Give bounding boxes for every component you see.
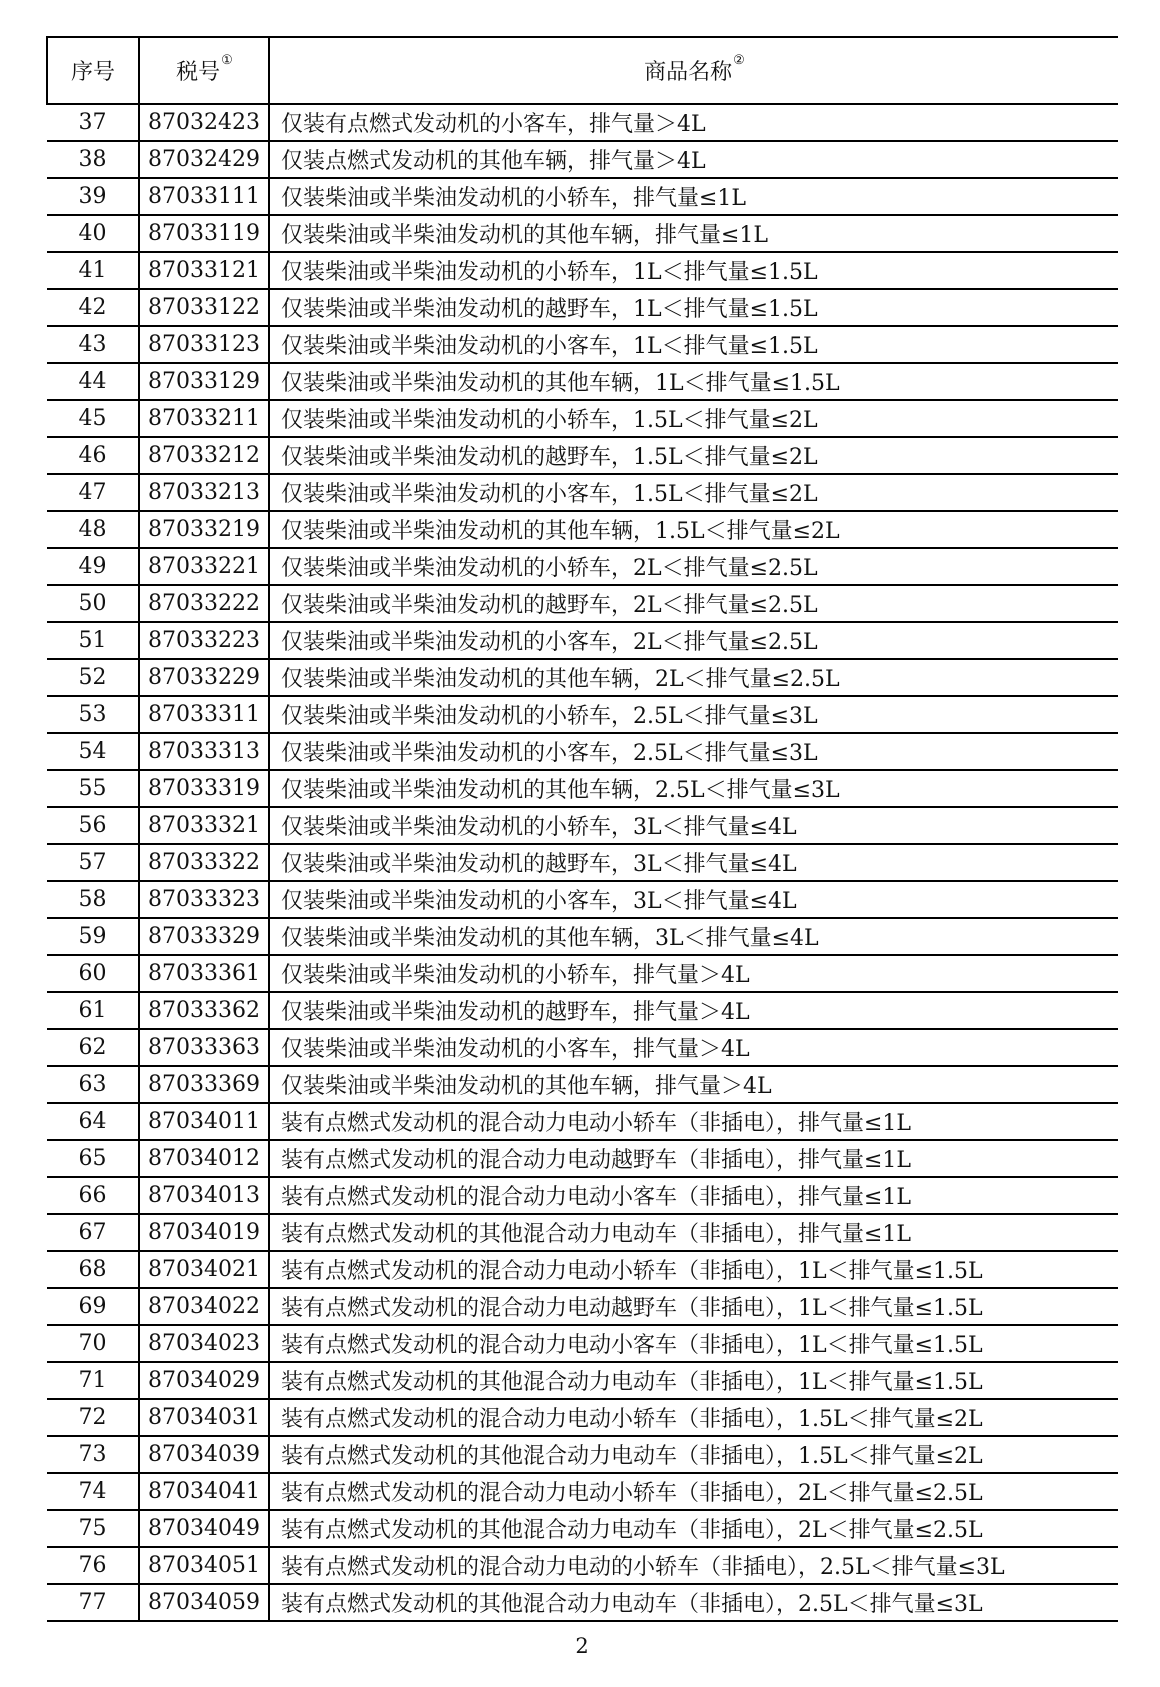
cell-product-name: 仅装柴油或半柴油发动机的其他车辆，排气量≤1L xyxy=(269,215,1118,252)
cell-tax-code: 87033129 xyxy=(139,363,269,400)
table-row xyxy=(47,844,1118,881)
table-row xyxy=(47,1362,1118,1399)
cell-tax-code: 87033222 xyxy=(139,585,269,622)
cell-tax-code: 87033121 xyxy=(139,252,269,289)
cell-tax-code: 87033122 xyxy=(139,289,269,326)
cell-product-name: 仅装柴油或半柴油发动机的小客车，1L＜排气量≤1.5L xyxy=(269,326,1118,363)
cell-index: 67 xyxy=(47,1214,139,1251)
cell-index: 51 xyxy=(47,622,139,659)
cell-index: 48 xyxy=(47,511,139,548)
cell-product-name: 仅装柴油或半柴油发动机的越野车，2L＜排气量≤2.5L xyxy=(269,585,1118,622)
cell-index: 64 xyxy=(47,1103,139,1140)
table-row xyxy=(47,1103,1118,1140)
cell-product-name: 仅装柴油或半柴油发动机的其他车辆，1L＜排气量≤1.5L xyxy=(269,363,1118,400)
header-label-tax-code: 税号 xyxy=(176,60,221,85)
cell-tax-code: 87033313 xyxy=(139,733,269,770)
cell-tax-code: 87034023 xyxy=(139,1325,269,1362)
footnote-marker-1: ① xyxy=(221,52,233,68)
table-row xyxy=(47,178,1118,215)
cell-product-name: 仅装柴油或半柴油发动机的小客车，2.5L＜排气量≤3L xyxy=(269,733,1118,770)
cell-tax-code: 87033211 xyxy=(139,400,269,437)
cell-index: 54 xyxy=(47,733,139,770)
cell-tax-code: 87033363 xyxy=(139,1029,269,1066)
table-row xyxy=(47,992,1118,1029)
table-body xyxy=(47,104,1118,1621)
header-cell-product-name xyxy=(269,37,1118,104)
table-row xyxy=(47,1510,1118,1547)
cell-tax-code: 87034022 xyxy=(139,1288,269,1325)
header-cell-tax-code xyxy=(139,37,269,104)
cell-tax-code: 87034029 xyxy=(139,1362,269,1399)
cell-index: 40 xyxy=(47,215,139,252)
cell-product-name: 装有点燃式发动机的其他混合动力电动车（非插电），1.5L＜排气量≤2L xyxy=(269,1436,1118,1473)
cell-index: 76 xyxy=(47,1547,139,1584)
table-row xyxy=(47,104,1118,141)
table-row xyxy=(47,918,1118,955)
cell-product-name: 仅装有点燃式发动机的小客车，排气量＞4L xyxy=(269,104,1118,141)
table-row xyxy=(47,1325,1118,1362)
cell-index: 49 xyxy=(47,548,139,585)
table-row xyxy=(47,215,1118,252)
cell-product-name: 装有点燃式发动机的混合动力电动小客车（非插电），排气量≤1L xyxy=(269,1177,1118,1214)
table-row xyxy=(47,437,1118,474)
table-row xyxy=(47,881,1118,918)
cell-tax-code: 87033329 xyxy=(139,918,269,955)
cell-product-name: 装有点燃式发动机的混合动力电动小轿车（非插电），1L＜排气量≤1.5L xyxy=(269,1251,1118,1288)
cell-tax-code: 87034039 xyxy=(139,1436,269,1473)
table-row xyxy=(47,696,1118,733)
table-row xyxy=(47,1029,1118,1066)
cell-index: 55 xyxy=(47,770,139,807)
cell-product-name: 仅装柴油或半柴油发动机的其他车辆，3L＜排气量≤4L xyxy=(269,918,1118,955)
table-row xyxy=(47,548,1118,585)
cell-product-name: 装有点燃式发动机的混合动力电动越野车（非插电），1L＜排气量≤1.5L xyxy=(269,1288,1118,1325)
cell-index: 47 xyxy=(47,474,139,511)
cell-tax-code: 87034019 xyxy=(139,1214,269,1251)
cell-tax-code: 87032429 xyxy=(139,141,269,178)
cell-index: 70 xyxy=(47,1325,139,1362)
cell-product-name: 装有点燃式发动机的混合动力电动的小轿车（非插电），2.5L＜排气量≤3L xyxy=(269,1547,1118,1584)
cell-tax-code: 87033219 xyxy=(139,511,269,548)
cell-product-name: 仅装柴油或半柴油发动机的小轿车，2.5L＜排气量≤3L xyxy=(269,696,1118,733)
cell-index: 57 xyxy=(47,844,139,881)
cell-tax-code: 87034021 xyxy=(139,1251,269,1288)
table-row xyxy=(47,1288,1118,1325)
table-row xyxy=(47,363,1118,400)
document-page xyxy=(46,36,1118,1658)
cell-index: 60 xyxy=(47,955,139,992)
cell-index: 69 xyxy=(47,1288,139,1325)
cell-tax-code: 87034059 xyxy=(139,1584,269,1621)
cell-tax-code: 87033111 xyxy=(139,178,269,215)
cell-product-name: 装有点燃式发动机的混合动力电动小轿车（非插电），1.5L＜排气量≤2L xyxy=(269,1399,1118,1436)
cell-tax-code: 87033123 xyxy=(139,326,269,363)
cell-tax-code: 87033323 xyxy=(139,881,269,918)
cell-tax-code: 87033319 xyxy=(139,770,269,807)
cell-index: 52 xyxy=(47,659,139,696)
table-row xyxy=(47,733,1118,770)
cell-product-name: 装有点燃式发动机的其他混合动力电动车（非插电），排气量≤1L xyxy=(269,1214,1118,1251)
cell-tax-code: 87033322 xyxy=(139,844,269,881)
cell-index: 63 xyxy=(47,1066,139,1103)
cell-index: 65 xyxy=(47,1140,139,1177)
table-row xyxy=(47,1399,1118,1436)
cell-tax-code: 87033229 xyxy=(139,659,269,696)
cell-product-name: 仅装柴油或半柴油发动机的小轿车，2L＜排气量≤2.5L xyxy=(269,548,1118,585)
table-row xyxy=(47,1177,1118,1214)
cell-product-name: 装有点燃式发动机的其他混合动力电动车（非插电），2L＜排气量≤2.5L xyxy=(269,1510,1118,1547)
cell-product-name: 仅装点燃式发动机的其他车辆，排气量＞4L xyxy=(269,141,1118,178)
cell-tax-code: 87034041 xyxy=(139,1473,269,1510)
cell-tax-code: 87033321 xyxy=(139,807,269,844)
table-row xyxy=(47,1140,1118,1177)
table-row xyxy=(47,1436,1118,1473)
cell-product-name: 仅装柴油或半柴油发动机的小轿车，3L＜排气量≤4L xyxy=(269,807,1118,844)
cell-index: 72 xyxy=(47,1399,139,1436)
cell-product-name: 仅装柴油或半柴油发动机的小轿车，1L＜排气量≤1.5L xyxy=(269,252,1118,289)
cell-index: 37 xyxy=(47,104,139,141)
table-row xyxy=(47,1547,1118,1584)
cell-tax-code: 87034049 xyxy=(139,1510,269,1547)
cell-index: 62 xyxy=(47,1029,139,1066)
cell-product-name: 仅装柴油或半柴油发动机的越野车，排气量＞4L xyxy=(269,992,1118,1029)
cell-product-name: 仅装柴油或半柴油发动机的小客车，排气量＞4L xyxy=(269,1029,1118,1066)
cell-index: 42 xyxy=(47,289,139,326)
cell-tax-code: 87034013 xyxy=(139,1177,269,1214)
header-label-index: 序号 xyxy=(70,60,115,85)
table-row xyxy=(47,659,1118,696)
table-row xyxy=(47,289,1118,326)
cell-product-name: 仅装柴油或半柴油发动机的越野车，1.5L＜排气量≤2L xyxy=(269,437,1118,474)
cell-product-name: 装有点燃式发动机的混合动力电动小轿车（非插电），2L＜排气量≤2.5L xyxy=(269,1473,1118,1510)
cell-index: 75 xyxy=(47,1510,139,1547)
cell-product-name: 仅装柴油或半柴油发动机的越野车，3L＜排气量≤4L xyxy=(269,844,1118,881)
cell-product-name: 装有点燃式发动机的其他混合动力电动车（非插电），2.5L＜排气量≤3L xyxy=(269,1584,1118,1621)
header-cell-index xyxy=(47,37,139,104)
table-row xyxy=(47,141,1118,178)
cell-index: 45 xyxy=(47,400,139,437)
table-row xyxy=(47,622,1118,659)
cell-product-name: 仅装柴油或半柴油发动机的越野车，1L＜排气量≤1.5L xyxy=(269,289,1118,326)
table-row xyxy=(47,770,1118,807)
cell-index: 38 xyxy=(47,141,139,178)
cell-product-name: 仅装柴油或半柴油发动机的其他车辆，排气量＞4L xyxy=(269,1066,1118,1103)
table-row xyxy=(47,1066,1118,1103)
cell-tax-code: 87033362 xyxy=(139,992,269,1029)
cell-tax-code: 87033212 xyxy=(139,437,269,474)
cell-tax-code: 87032423 xyxy=(139,104,269,141)
cell-product-name: 仅装柴油或半柴油发动机的其他车辆，2L＜排气量≤2.5L xyxy=(269,659,1118,696)
table-row xyxy=(47,1584,1118,1621)
cell-product-name: 仅装柴油或半柴油发动机的小客车，1.5L＜排气量≤2L xyxy=(269,474,1118,511)
header-label-product-name: 商品名称 xyxy=(644,60,733,85)
cell-index: 39 xyxy=(47,178,139,215)
cell-tax-code: 87034051 xyxy=(139,1547,269,1584)
cell-index: 50 xyxy=(47,585,139,622)
cell-product-name: 仅装柴油或半柴油发动机的小轿车，排气量≤1L xyxy=(269,178,1118,215)
cell-tax-code: 87034011 xyxy=(139,1103,269,1140)
table-row xyxy=(47,955,1118,992)
cell-tax-code: 87033311 xyxy=(139,696,269,733)
cell-tax-code: 87033361 xyxy=(139,955,269,992)
table-row xyxy=(47,585,1118,622)
header-row xyxy=(47,37,1118,104)
cell-product-name: 仅装柴油或半柴油发动机的小客车，3L＜排气量≤4L xyxy=(269,881,1118,918)
cell-index: 74 xyxy=(47,1473,139,1510)
cell-index: 58 xyxy=(47,881,139,918)
cell-product-name: 装有点燃式发动机的混合动力电动越野车（非插电），排气量≤1L xyxy=(269,1140,1118,1177)
tariff-table xyxy=(46,36,1118,1622)
table-row xyxy=(47,474,1118,511)
cell-tax-code: 87033221 xyxy=(139,548,269,585)
cell-index: 56 xyxy=(47,807,139,844)
footnote-marker-2: ② xyxy=(733,52,745,68)
cell-tax-code: 87033223 xyxy=(139,622,269,659)
table-row xyxy=(47,252,1118,289)
cell-product-name: 装有点燃式发动机的混合动力电动小客车（非插电），1L＜排气量≤1.5L xyxy=(269,1325,1118,1362)
cell-index: 68 xyxy=(47,1251,139,1288)
table-row xyxy=(47,1251,1118,1288)
cell-index: 61 xyxy=(47,992,139,1029)
cell-product-name: 装有点燃式发动机的混合动力电动小轿车（非插电），排气量≤1L xyxy=(269,1103,1118,1140)
cell-product-name: 仅装柴油或半柴油发动机的小客车，2L＜排气量≤2.5L xyxy=(269,622,1118,659)
cell-tax-code: 87033213 xyxy=(139,474,269,511)
cell-product-name: 仅装柴油或半柴油发动机的其他车辆，1.5L＜排气量≤2L xyxy=(269,511,1118,548)
table-row xyxy=(47,511,1118,548)
cell-index: 46 xyxy=(47,437,139,474)
cell-index: 41 xyxy=(47,252,139,289)
cell-tax-code: 87034012 xyxy=(139,1140,269,1177)
cell-product-name: 仅装柴油或半柴油发动机的小轿车，1.5L＜排气量≤2L xyxy=(269,400,1118,437)
cell-product-name: 仅装柴油或半柴油发动机的其他车辆，2.5L＜排气量≤3L xyxy=(269,770,1118,807)
page-number: 2 xyxy=(575,1634,589,1658)
cell-index: 77 xyxy=(47,1584,139,1621)
cell-index: 44 xyxy=(47,363,139,400)
table-row xyxy=(47,807,1118,844)
cell-index: 59 xyxy=(47,918,139,955)
table-row xyxy=(47,1473,1118,1510)
cell-product-name: 装有点燃式发动机的其他混合动力电动车（非插电），1L＜排气量≤1.5L xyxy=(269,1362,1118,1399)
table-row xyxy=(47,1214,1118,1251)
cell-product-name: 仅装柴油或半柴油发动机的小轿车，排气量＞4L xyxy=(269,955,1118,992)
cell-index: 53 xyxy=(47,696,139,733)
cell-tax-code: 87034031 xyxy=(139,1399,269,1436)
cell-index: 43 xyxy=(47,326,139,363)
cell-tax-code: 87033119 xyxy=(139,215,269,252)
table-row xyxy=(47,400,1118,437)
cell-tax-code: 87033369 xyxy=(139,1066,269,1103)
cell-index: 66 xyxy=(47,1177,139,1214)
cell-index: 73 xyxy=(47,1436,139,1473)
table-header xyxy=(47,37,1118,104)
table-row xyxy=(47,326,1118,363)
cell-index: 71 xyxy=(47,1362,139,1399)
